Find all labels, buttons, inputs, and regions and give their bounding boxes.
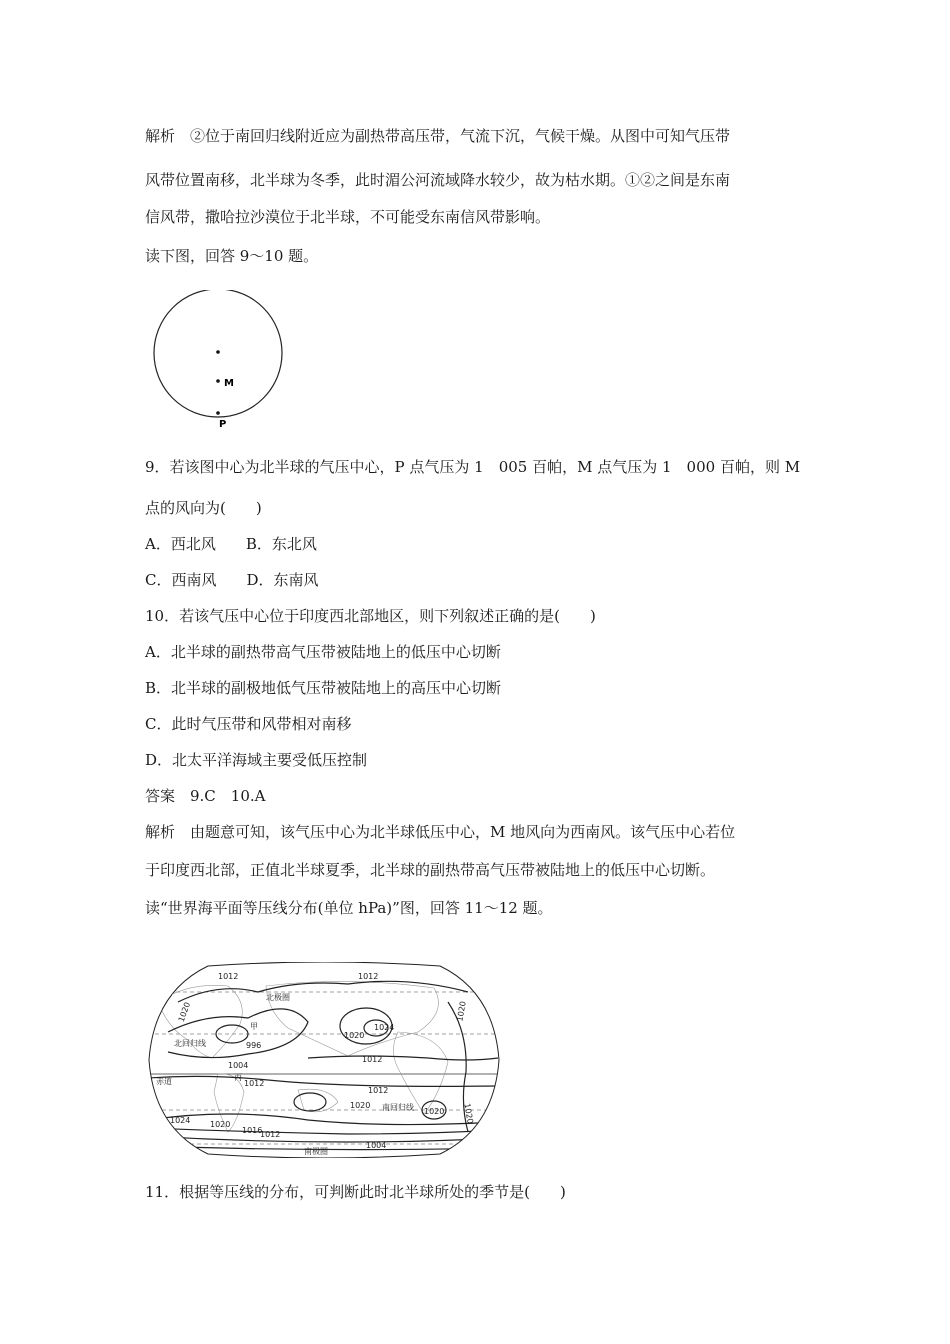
tropic-s-label: 南回归线 bbox=[382, 1103, 414, 1112]
arctic-circle-label: 北极圈 bbox=[266, 993, 290, 1002]
isobar-label: 1020 bbox=[176, 1000, 193, 1024]
bing-label: 丙 bbox=[234, 1073, 242, 1082]
isobar-label: 1012 bbox=[358, 972, 379, 981]
analysis2-line1: 解析 由题意可知，该气压中心为北半球低压中心，M 地风向为西南风。该气压中心若位 bbox=[145, 823, 736, 841]
isobar-label: 1020 bbox=[344, 1031, 365, 1040]
isobar-label: 1004 bbox=[228, 1061, 249, 1070]
isobar-label: 1020 bbox=[462, 1102, 475, 1125]
q10-option-b: B．北半球的副极地低气压带被陆地上的高压中心切断 bbox=[145, 679, 502, 697]
answer-9-10: 答案 9.C 10.A bbox=[145, 787, 266, 805]
q10-option-d: D．北太平洋海域主要受低压控制 bbox=[145, 751, 368, 769]
equator-label: 赤道 bbox=[156, 1077, 172, 1086]
isobar-label: 1012 bbox=[368, 1086, 389, 1095]
isobar-label: 1020 bbox=[350, 1101, 371, 1110]
analysis1-line1: 解析 ②位于南回归线附近应为副热带高压带，气流下沉，气候干燥。从图中可知气压带 bbox=[145, 127, 731, 145]
isobar-label: 1012 bbox=[362, 1055, 383, 1064]
isobar-label: 1012 bbox=[244, 1079, 265, 1088]
isobar-label: 1020 bbox=[455, 1000, 468, 1023]
tropic-n-label: 北回归线 bbox=[174, 1039, 206, 1048]
antarctic-circle-label: 南极圈 bbox=[304, 1147, 328, 1156]
q10-option-c: C．此时气压带和风带相对南移 bbox=[145, 715, 352, 733]
isobar-label: 996 bbox=[246, 1041, 262, 1050]
isobar-label: 1004 bbox=[366, 1141, 387, 1150]
q9-line2: 点的风向为( ) bbox=[145, 499, 262, 517]
jia-label: 甲 bbox=[250, 1022, 258, 1031]
isobar-label: 1012 bbox=[260, 1130, 281, 1139]
intro-9-10: 读下图，回答 9～10 题。 bbox=[145, 247, 319, 265]
analysis1-line3: 信风带，撒哈拉沙漠位于北半球，不可能受东南信风带影响。 bbox=[145, 208, 551, 226]
q10-option-a: A．北半球的副热带高气压带被陆地上的低压中心切断 bbox=[145, 643, 501, 661]
world-isobar-map bbox=[148, 962, 500, 1158]
isobar-label: 1024 bbox=[170, 1116, 191, 1125]
isobar-label: 1020 bbox=[424, 1107, 445, 1116]
q10-stem: 10．若该气压中心位于印度西北部地区，则下列叙述正确的是( ) bbox=[145, 607, 596, 625]
m-point-dot bbox=[216, 379, 220, 383]
isobar-label: 1012 bbox=[218, 972, 239, 981]
intro-11-12: 读“世界海平面等压线分布(单位 hPa)”图，回答 11～12 题。 bbox=[145, 899, 553, 917]
m-label: M bbox=[224, 378, 234, 389]
pressure-center-figure bbox=[145, 290, 295, 435]
q9-line1: 9．若该图中心为北半球的气压中心，P 点气压为 1 005 百帕，M 点气压为 1 000 百帕，则 M bbox=[145, 458, 801, 476]
q9-options-ab: A．西北风 B．东北风 bbox=[145, 535, 317, 553]
center-dot bbox=[216, 350, 220, 354]
analysis1-line2: 风带位置南移，北半球为冬季，此时湄公河流域降水较少，故为枯水期。①②之间是东南 bbox=[145, 171, 731, 189]
isobar-label: 1016 bbox=[242, 1126, 263, 1135]
p-label: P bbox=[219, 419, 227, 430]
isobar-label: 1024 bbox=[374, 1023, 395, 1032]
analysis2-line2: 于印度西北部，正值北半球夏季，北半球的副热带高气压带被陆地上的低压中心切断。 bbox=[145, 861, 716, 879]
q11-stem: 11．根据等压线的分布，可判断此时北半球所处的季节是( ) bbox=[145, 1183, 566, 1201]
p-point-dot bbox=[216, 411, 220, 415]
q9-options-cd: C．西南风 D．东南风 bbox=[145, 571, 319, 589]
isobar-label: 1020 bbox=[210, 1120, 231, 1129]
